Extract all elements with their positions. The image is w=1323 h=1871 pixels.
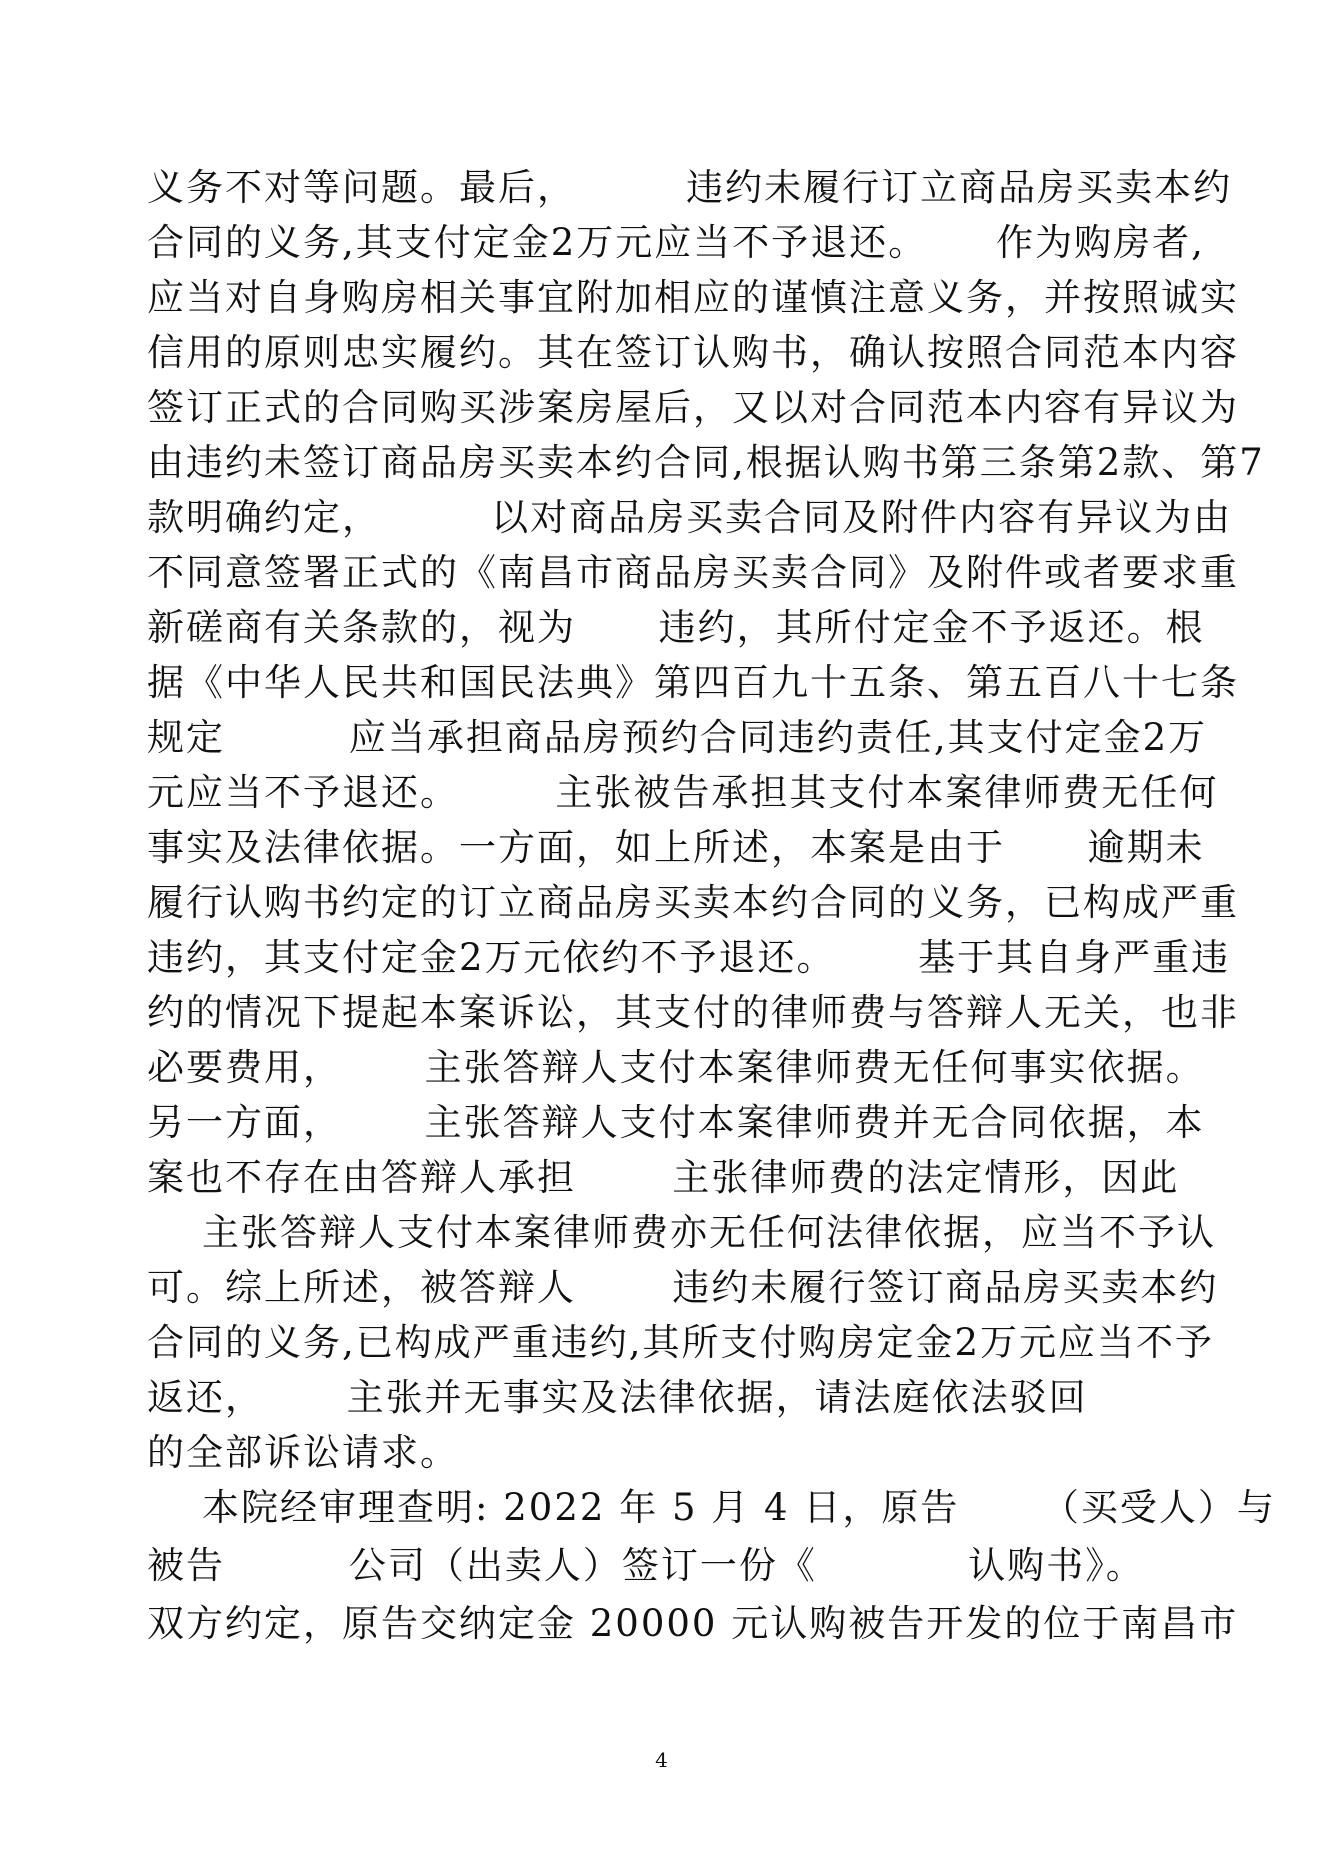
text-line: 被告 公司（出卖人）签订一份《 认购书》。 <box>147 1544 1145 1587</box>
text-line: 另一方面， 主张答辩人支付本案律师费并无合同依据，本 <box>147 1101 1205 1144</box>
text-line: 本院经审理查明: 2022 年 5 月 4 日，原告 （买受人）与 <box>147 1486 1276 1529</box>
text-line: 信用的原则忠实履约。其在签订认购书，确认按照合同范本内容 <box>147 331 1239 374</box>
text-line: 必要费用， 主张答辩人支付本案律师费无任何事实依据。 <box>147 1046 1205 1089</box>
text-line: 合同的义务,其支付定金2万元应当不予退还。 作为购房者, <box>147 221 1205 264</box>
text-line: 双方约定，原告交纳定金 20000 元认购被告开发的位于南昌市 <box>147 1602 1239 1645</box>
text-line: 规定 应当承担商品房预约合同违约责任,其支付定金2万 <box>147 716 1208 759</box>
text-line: 案也不存在由答辩人承担 主张律师费的法定情形，因此 <box>147 1156 1180 1199</box>
text-line: 元应当不予退还。 主张被告承担其支付本案律师费无任何 <box>147 771 1219 814</box>
text-line: 约的情况下提起本案诉讼，其支付的律师费与答辩人无关，也非 <box>147 991 1239 1034</box>
text-line: 据《中华人民共和国民法典》第四百九十五条、第五百八十七条 <box>147 661 1239 704</box>
text-line: 的全部诉讼请求。 <box>147 1431 459 1474</box>
text-line: 可。综上所述，被答辩人 违约未履行签订商品房买卖本约 <box>147 1266 1219 1309</box>
text-line: 应当对自身购房相关事宜附加相应的谨慎注意义务，并按照诚实 <box>147 276 1239 319</box>
text-line: 新磋商有关条款的，视为 违约，其所付定金不予返还。根 <box>147 606 1205 649</box>
text-line: 返还， 主张并无事实及法律依据，请法庭依法驳回 <box>147 1376 1088 1419</box>
text-line: 合同的义务,已构成严重违约,其所支付购房定金2万元应当不予 <box>147 1321 1215 1364</box>
text-line: 签订正式的合同购买涉案房屋后，又以对合同范本内容有异议为 <box>147 386 1239 429</box>
text-line: 不同意签署正式的《南昌市商品房买卖合同》及附件或者要求重 <box>147 551 1239 594</box>
text-line: 违约，其支付定金2万元依约不予退还。 基于其自身严重违 <box>147 936 1231 979</box>
text-line: 义务不对等问题。最后， 违约未履行订立商品房买卖本约 <box>147 166 1233 209</box>
text-line: 事实及法律依据。一方面，如上所述，本案是由于 逾期未 <box>147 826 1205 869</box>
text-line: 款明确约定， 以对商品房买卖合同及附件内容有异议为由 <box>147 496 1233 539</box>
text-line: 履行认购书约定的订立商品房买卖本约合同的义务，已构成严重 <box>147 881 1239 924</box>
text-line: 主张答辩人支付本案律师费亦无任何法律依据，应当不予认 <box>147 1211 1217 1254</box>
text-line: 由违约未签订商品房买卖本约合同,根据认购书第三条第2款、第7 <box>147 441 1265 484</box>
page-number: 4 <box>655 1748 668 1772</box>
